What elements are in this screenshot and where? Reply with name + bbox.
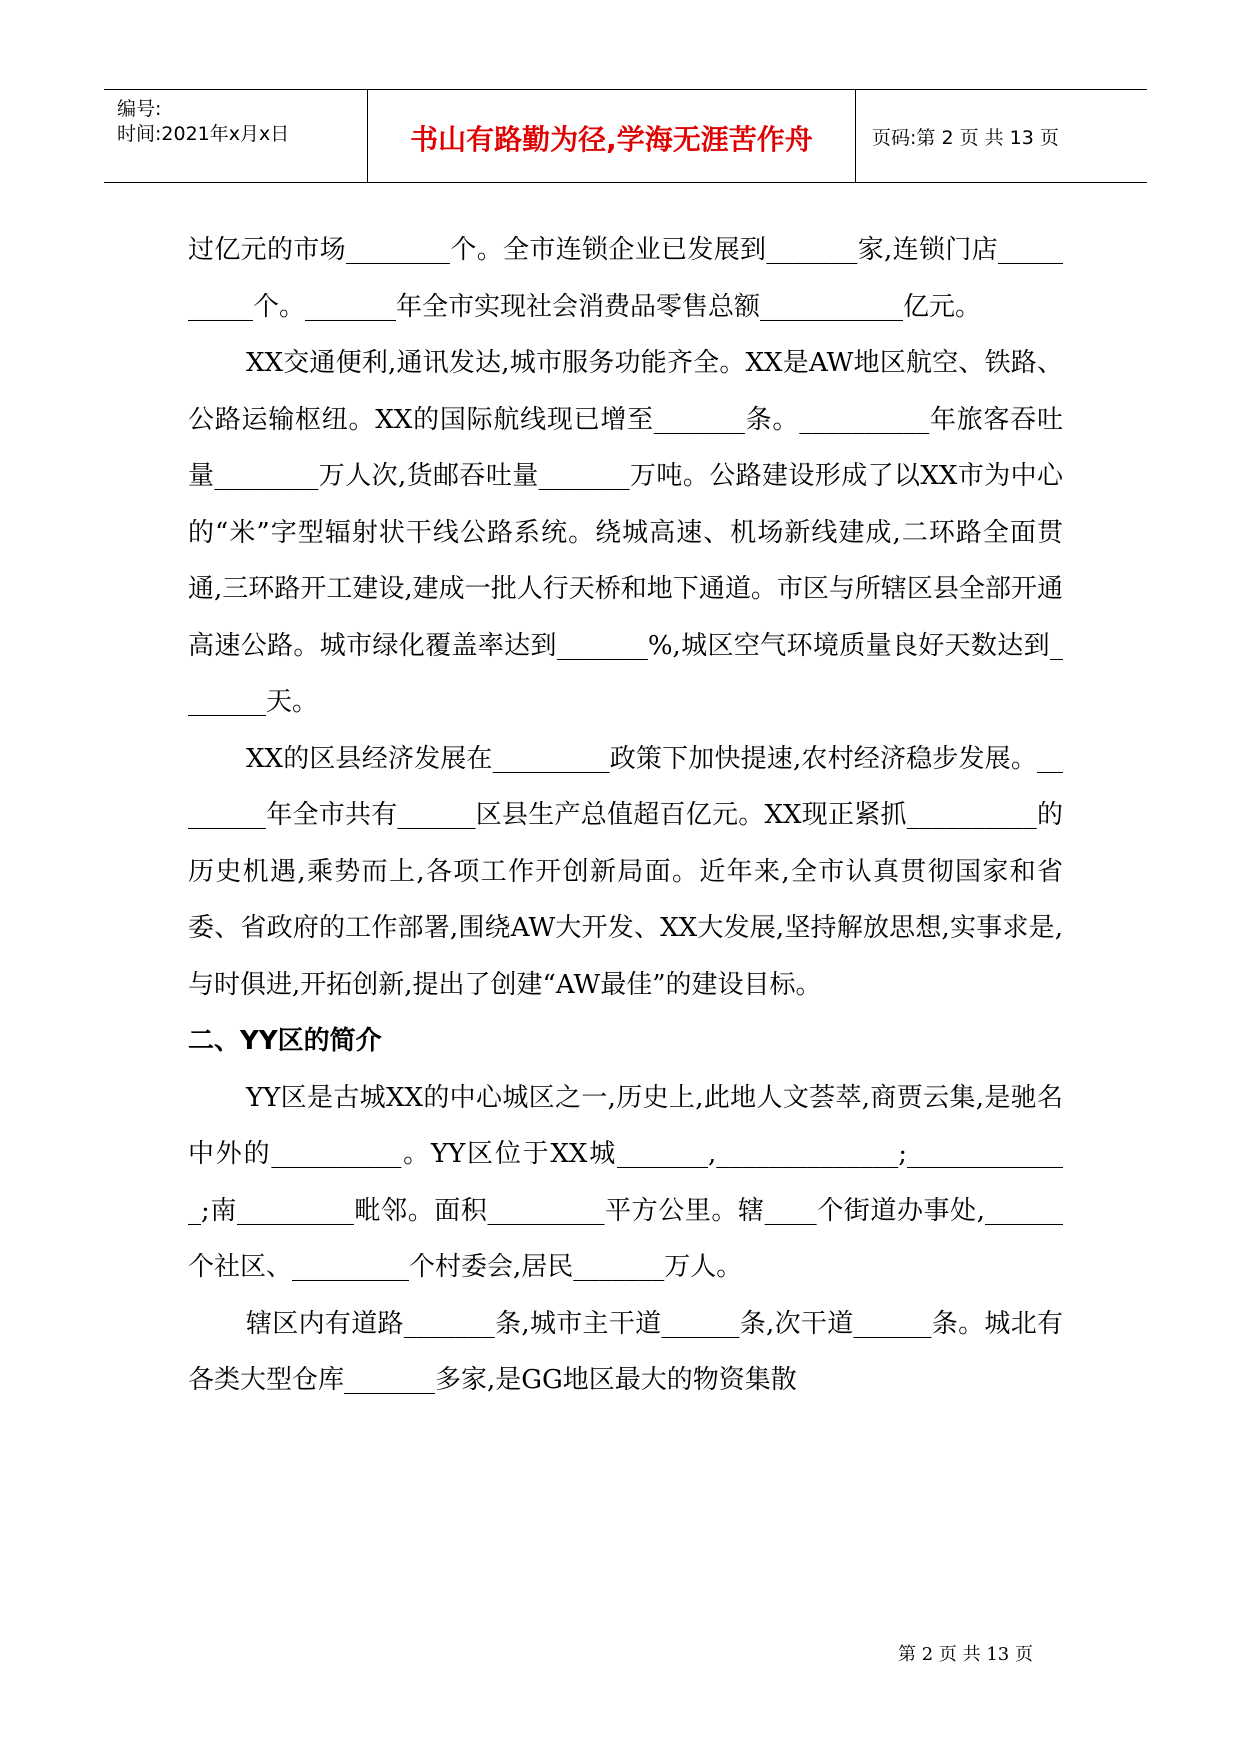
paragraph-roads: 辖区内有道路_______条,城市主干道______条,次干道______条。城北有各类大型仓库_______多家,是GG地区最大的物资集散 bbox=[188, 1308, 1063, 1395]
page-footer: 第 2 页 共 13 页 bbox=[898, 1644, 1033, 1665]
number-label: 编号: bbox=[117, 98, 162, 120]
paragraph-market: 过亿元的市场________个。全市连锁企业已发展到_______家,连锁门店__________个。_______年全市实现社会消费品零售总额___________亿元。 bbox=[188, 235, 1063, 322]
document-body bbox=[188, 222, 1063, 1409]
header-left-cell bbox=[104, 90, 366, 182]
page-header bbox=[104, 89, 1147, 183]
paragraph-economy: XX的区县经济发展在_________政策下加快提速,农村经济稳步发展。________年全市共有______区县生产总值超百亿元。XX现正紧抓__________的历史机遇,乘势而上,各项工作开创新局面。近年来,全市认真贯彻国家和省委、省政府的工作部署,围绕AW大开发、XX大发展,坚持解放思想,实事求是,与时俱进,开拓创新,提出了创建“AW最佳”的建设目标。 bbox=[188, 743, 1063, 1000]
page-info: 页码:第 2 页 共 13 页 bbox=[872, 127, 1059, 149]
paragraph-district-intro: YY区是古城XX的中心城区之一,历史上,此地人文荟萃,商贾云集,是驰名中外的__________。YY区位于XX城_______,______________;_____________;南_________毗邻。面积_________平方公里。辖____个街道办事处,______个社区、_________个村委会,居民_______万人。 bbox=[188, 1082, 1063, 1282]
header-right-cell bbox=[856, 90, 1146, 182]
header-middle-cell bbox=[367, 90, 856, 182]
motto-text: 书山有路勤为径,学海无涯苦作舟 bbox=[410, 123, 813, 156]
paragraph-transport: XX交通便利,通讯发达,城市服务功能齐全。XX是AW地区航空、铁路、公路运输枢纽。XX的国际航线现已增至_______条。__________年旅客吞吐量________万人次,货邮吞吐量_______万吨。公路建设形成了以XX市为中心的“米”字型辐射状干线公路系统。绕城高速、机场新线建成,二环路全面贯通,三环路开工建设,建成一批人行天桥和地下通道。市区与所辖区县全部开通高速公路。城市绿化覆盖率达到_______%,城区空气环境质量良好天数达到_______天。 bbox=[188, 348, 1063, 717]
section-heading: 二、YY区的简介 bbox=[188, 1026, 382, 1056]
time-label: 时间:2021年x月x日 bbox=[117, 123, 290, 145]
